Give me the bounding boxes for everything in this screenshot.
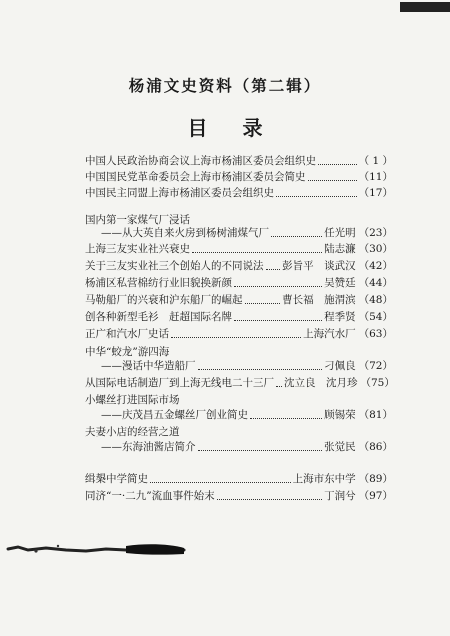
entry-title: ——漫话中华造船厂 xyxy=(101,360,196,372)
entry-title: 中国民主同盟上海市杨浦区委员会组织史 xyxy=(85,187,274,199)
entry-title: 杨浦区私营棉纺行业旧貌换新颜 xyxy=(85,277,232,289)
dot-leader xyxy=(234,286,322,287)
entry-title: ——从大英自来火房到杨树浦煤气厂 xyxy=(101,227,269,239)
entry-author: 吴赞廷 xyxy=(324,277,356,289)
entry-page: （89） xyxy=(358,473,393,485)
entry-author: 彭旨平 谈武汉 xyxy=(282,260,356,272)
entry-page: （44） xyxy=(358,277,393,289)
dot-leader xyxy=(171,337,301,338)
entry-page: （97） xyxy=(358,490,393,502)
dot-leader xyxy=(266,269,281,270)
toc-entry[interactable] xyxy=(85,487,393,503)
toc-entry[interactable] xyxy=(101,224,393,240)
entry-title: 创各种新型毛衫 赶超国际名牌 xyxy=(85,311,232,323)
dot-leader xyxy=(198,369,323,370)
entry-author: 刁佩良 xyxy=(324,360,356,372)
entry-page: （63） xyxy=(358,328,393,340)
entry-page: （30） xyxy=(358,243,393,255)
toc-entry[interactable] xyxy=(101,406,393,422)
entry-author: 顾锡荣 xyxy=(324,409,356,421)
entry-title: 缉槼中学简史 xyxy=(85,473,148,485)
toc-entry[interactable] xyxy=(85,274,393,290)
toc-entry[interactable] xyxy=(85,374,393,390)
toc-entry[interactable] xyxy=(101,438,393,454)
dot-leader xyxy=(276,386,282,387)
toc-entry[interactable] xyxy=(85,240,393,256)
entry-page: （ 1 ） xyxy=(358,155,393,167)
entry-title: 同济“一·二九”流血事件始末 xyxy=(85,490,215,502)
toc-entry[interactable] xyxy=(85,152,393,168)
entry-page: （11） xyxy=(358,171,393,183)
dot-leader xyxy=(271,236,322,237)
toc-entry[interactable] xyxy=(85,291,393,307)
toc-entry[interactable] xyxy=(85,308,393,324)
entry-page: （81） xyxy=(358,409,393,421)
dot-leader xyxy=(217,499,323,500)
scan-edge-mark xyxy=(400,2,450,12)
toc-entry[interactable] xyxy=(85,184,393,200)
entry-title: 正广和汽水厂史话 xyxy=(85,328,169,340)
toc-entry[interactable] xyxy=(85,257,393,273)
entry-author: 上海汽水厂 xyxy=(303,328,356,340)
entry-page: （42） xyxy=(358,260,393,272)
entry-page: （75） xyxy=(360,377,395,389)
dot-leader xyxy=(234,320,322,321)
dot-leader xyxy=(192,252,322,253)
dot-leader xyxy=(308,180,357,181)
entry-page: （48） xyxy=(358,294,393,306)
entry-page: （86） xyxy=(358,441,393,453)
entry-author: 任光明 xyxy=(324,227,356,239)
entry-author: 程季贤 xyxy=(324,311,356,323)
ink-smudge xyxy=(6,538,186,560)
entry-author: 张觉民 xyxy=(324,441,356,453)
dot-leader xyxy=(198,450,323,451)
entry-page: （54） xyxy=(358,311,393,323)
entry-title: 从国际电话制造厂到上海无线电二十三厂 xyxy=(85,377,274,389)
toc-entry[interactable] xyxy=(85,168,393,184)
entry-title: ——东海油酱店简介 xyxy=(101,441,196,453)
entry-author: 上海市东中学 xyxy=(292,473,356,485)
entry-author: 曹长福 施渭滨 xyxy=(282,294,356,306)
dot-leader xyxy=(276,196,357,197)
book-title: 杨浦文史资料（第二辑） xyxy=(128,76,322,95)
dot-leader xyxy=(250,418,322,419)
entry-title: 上海三友实业社兴衰史 xyxy=(85,243,190,255)
toc-section-heading[interactable]: 小螺丝打进国际市场 xyxy=(85,394,180,406)
entry-author: 丁润兮 xyxy=(324,490,356,502)
dot-leader xyxy=(150,482,291,483)
toc-heading: 目 录 xyxy=(187,116,277,140)
toc-section-heading[interactable]: 中华“蛟龙”游四海 xyxy=(85,346,170,358)
entry-title: 中国国民党革命委员会上海市杨浦区委员会简史 xyxy=(85,171,306,183)
toc-section-heading[interactable]: 国内第一家煤气厂浸话 xyxy=(85,214,190,226)
entry-title: 关于三友实业社三个创始人的不同说法 xyxy=(85,260,264,272)
toc-section-heading[interactable]: 夫妻小店的经营之道 xyxy=(85,426,180,438)
entry-page: （23） xyxy=(358,227,393,239)
dot-leader xyxy=(318,164,357,165)
toc-entry[interactable] xyxy=(85,470,393,486)
entry-author: 沈立良 沈月珍 xyxy=(284,377,358,389)
entry-page: （72） xyxy=(358,360,393,372)
entry-author: 陆志濂 xyxy=(324,243,356,255)
entry-title: ——庆茂昌五金螺丝厂创业简史 xyxy=(101,409,248,421)
toc-entry[interactable] xyxy=(101,357,393,373)
toc-entry[interactable] xyxy=(85,325,393,341)
entry-title: 中国人民政治协商会议上海市杨浦区委员会组织史 xyxy=(85,155,316,167)
entry-title: 马勒船厂的兴衰和沪东船厂的崛起 xyxy=(85,294,243,306)
entry-page: （17） xyxy=(358,187,393,199)
dot-leader xyxy=(245,303,281,304)
